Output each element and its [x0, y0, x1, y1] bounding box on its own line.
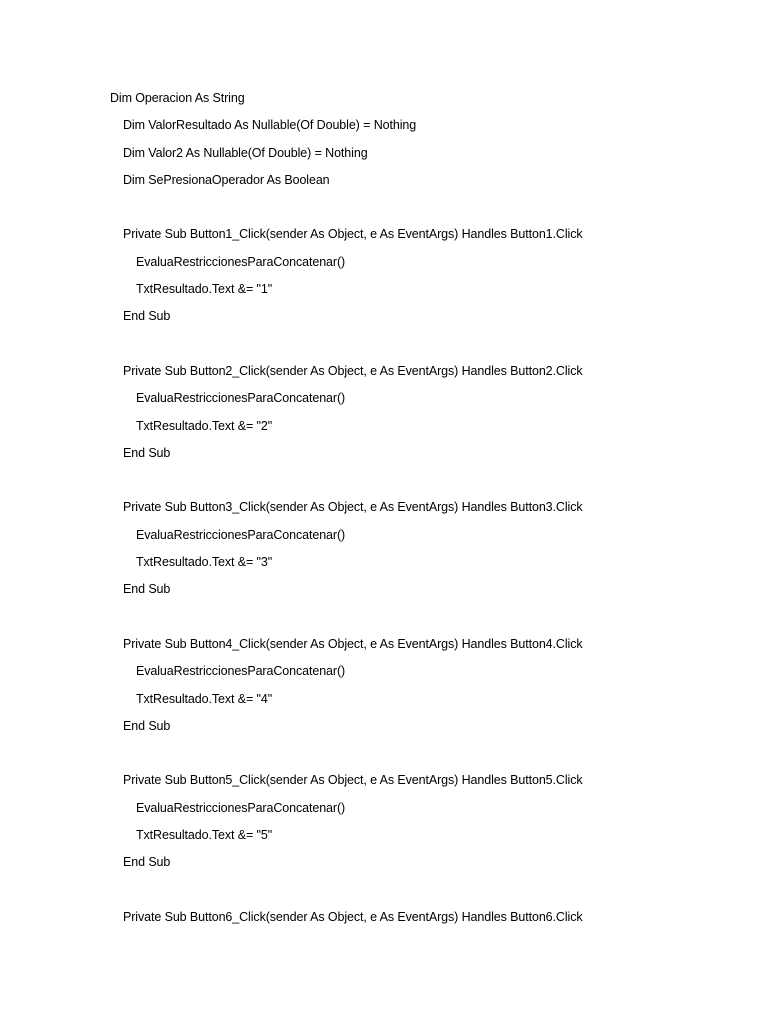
code-line: Private Sub Button6_Click(sender As Object, e As EventArgs) Handles Button6.Click [123, 909, 583, 924]
code-listing [110, 85, 730, 931]
code-line: Private Sub Button5_Click(sender As Object, e As EventArgs) Handles Button5.Click [123, 773, 583, 788]
code-line: End Sub [123, 582, 171, 597]
code-line: EvaluaRestriccionesParaConcatenar() [136, 391, 346, 406]
blank-line [110, 604, 730, 631]
code-line: TxtResultado.Text &= "3" [136, 555, 273, 570]
code-line: End Sub [123, 445, 171, 460]
code-line: EvaluaRestriccionesParaConcatenar() [136, 800, 346, 815]
code-line: Dim ValorResultado As Nullable(Of Double) = Nothing [123, 118, 417, 133]
code-line: Private Sub Button3_Click(sender As Object, e As EventArgs) Handles Button3.Click [123, 500, 583, 515]
blank-line [110, 467, 730, 494]
code-line: Private Sub Button2_Click(sender As Object, e As EventArgs) Handles Button2.Click [123, 363, 583, 378]
code-line: Dim SePresionaOperador As Boolean [123, 172, 330, 187]
blank-line [110, 331, 730, 358]
code-line: Dim Valor2 As Nullable(Of Double) = Nothing [123, 145, 368, 160]
code-line: Private Sub Button4_Click(sender As Object, e As EventArgs) Handles Button4.Click [123, 636, 583, 651]
code-line: End Sub [123, 309, 171, 324]
blank-line [110, 194, 730, 221]
code-line: EvaluaRestriccionesParaConcatenar() [136, 664, 346, 679]
blank-line [110, 877, 730, 904]
code-line: Dim Operacion As String [110, 91, 245, 105]
code-line: TxtResultado.Text &= "2" [136, 418, 273, 433]
code-line: End Sub [123, 718, 171, 733]
code-line: EvaluaRestriccionesParaConcatenar() [136, 254, 346, 269]
code-line: TxtResultado.Text &= "1" [136, 282, 273, 297]
code-line: TxtResultado.Text &= "5" [136, 828, 273, 843]
code-line: TxtResultado.Text &= "4" [136, 691, 273, 706]
code-line: Private Sub Button1_Click(sender As Object, e As EventArgs) Handles Button1.Click [123, 227, 583, 242]
code-line: End Sub [123, 855, 171, 870]
code-line: EvaluaRestriccionesParaConcatenar() [136, 527, 346, 542]
blank-line [110, 740, 730, 767]
